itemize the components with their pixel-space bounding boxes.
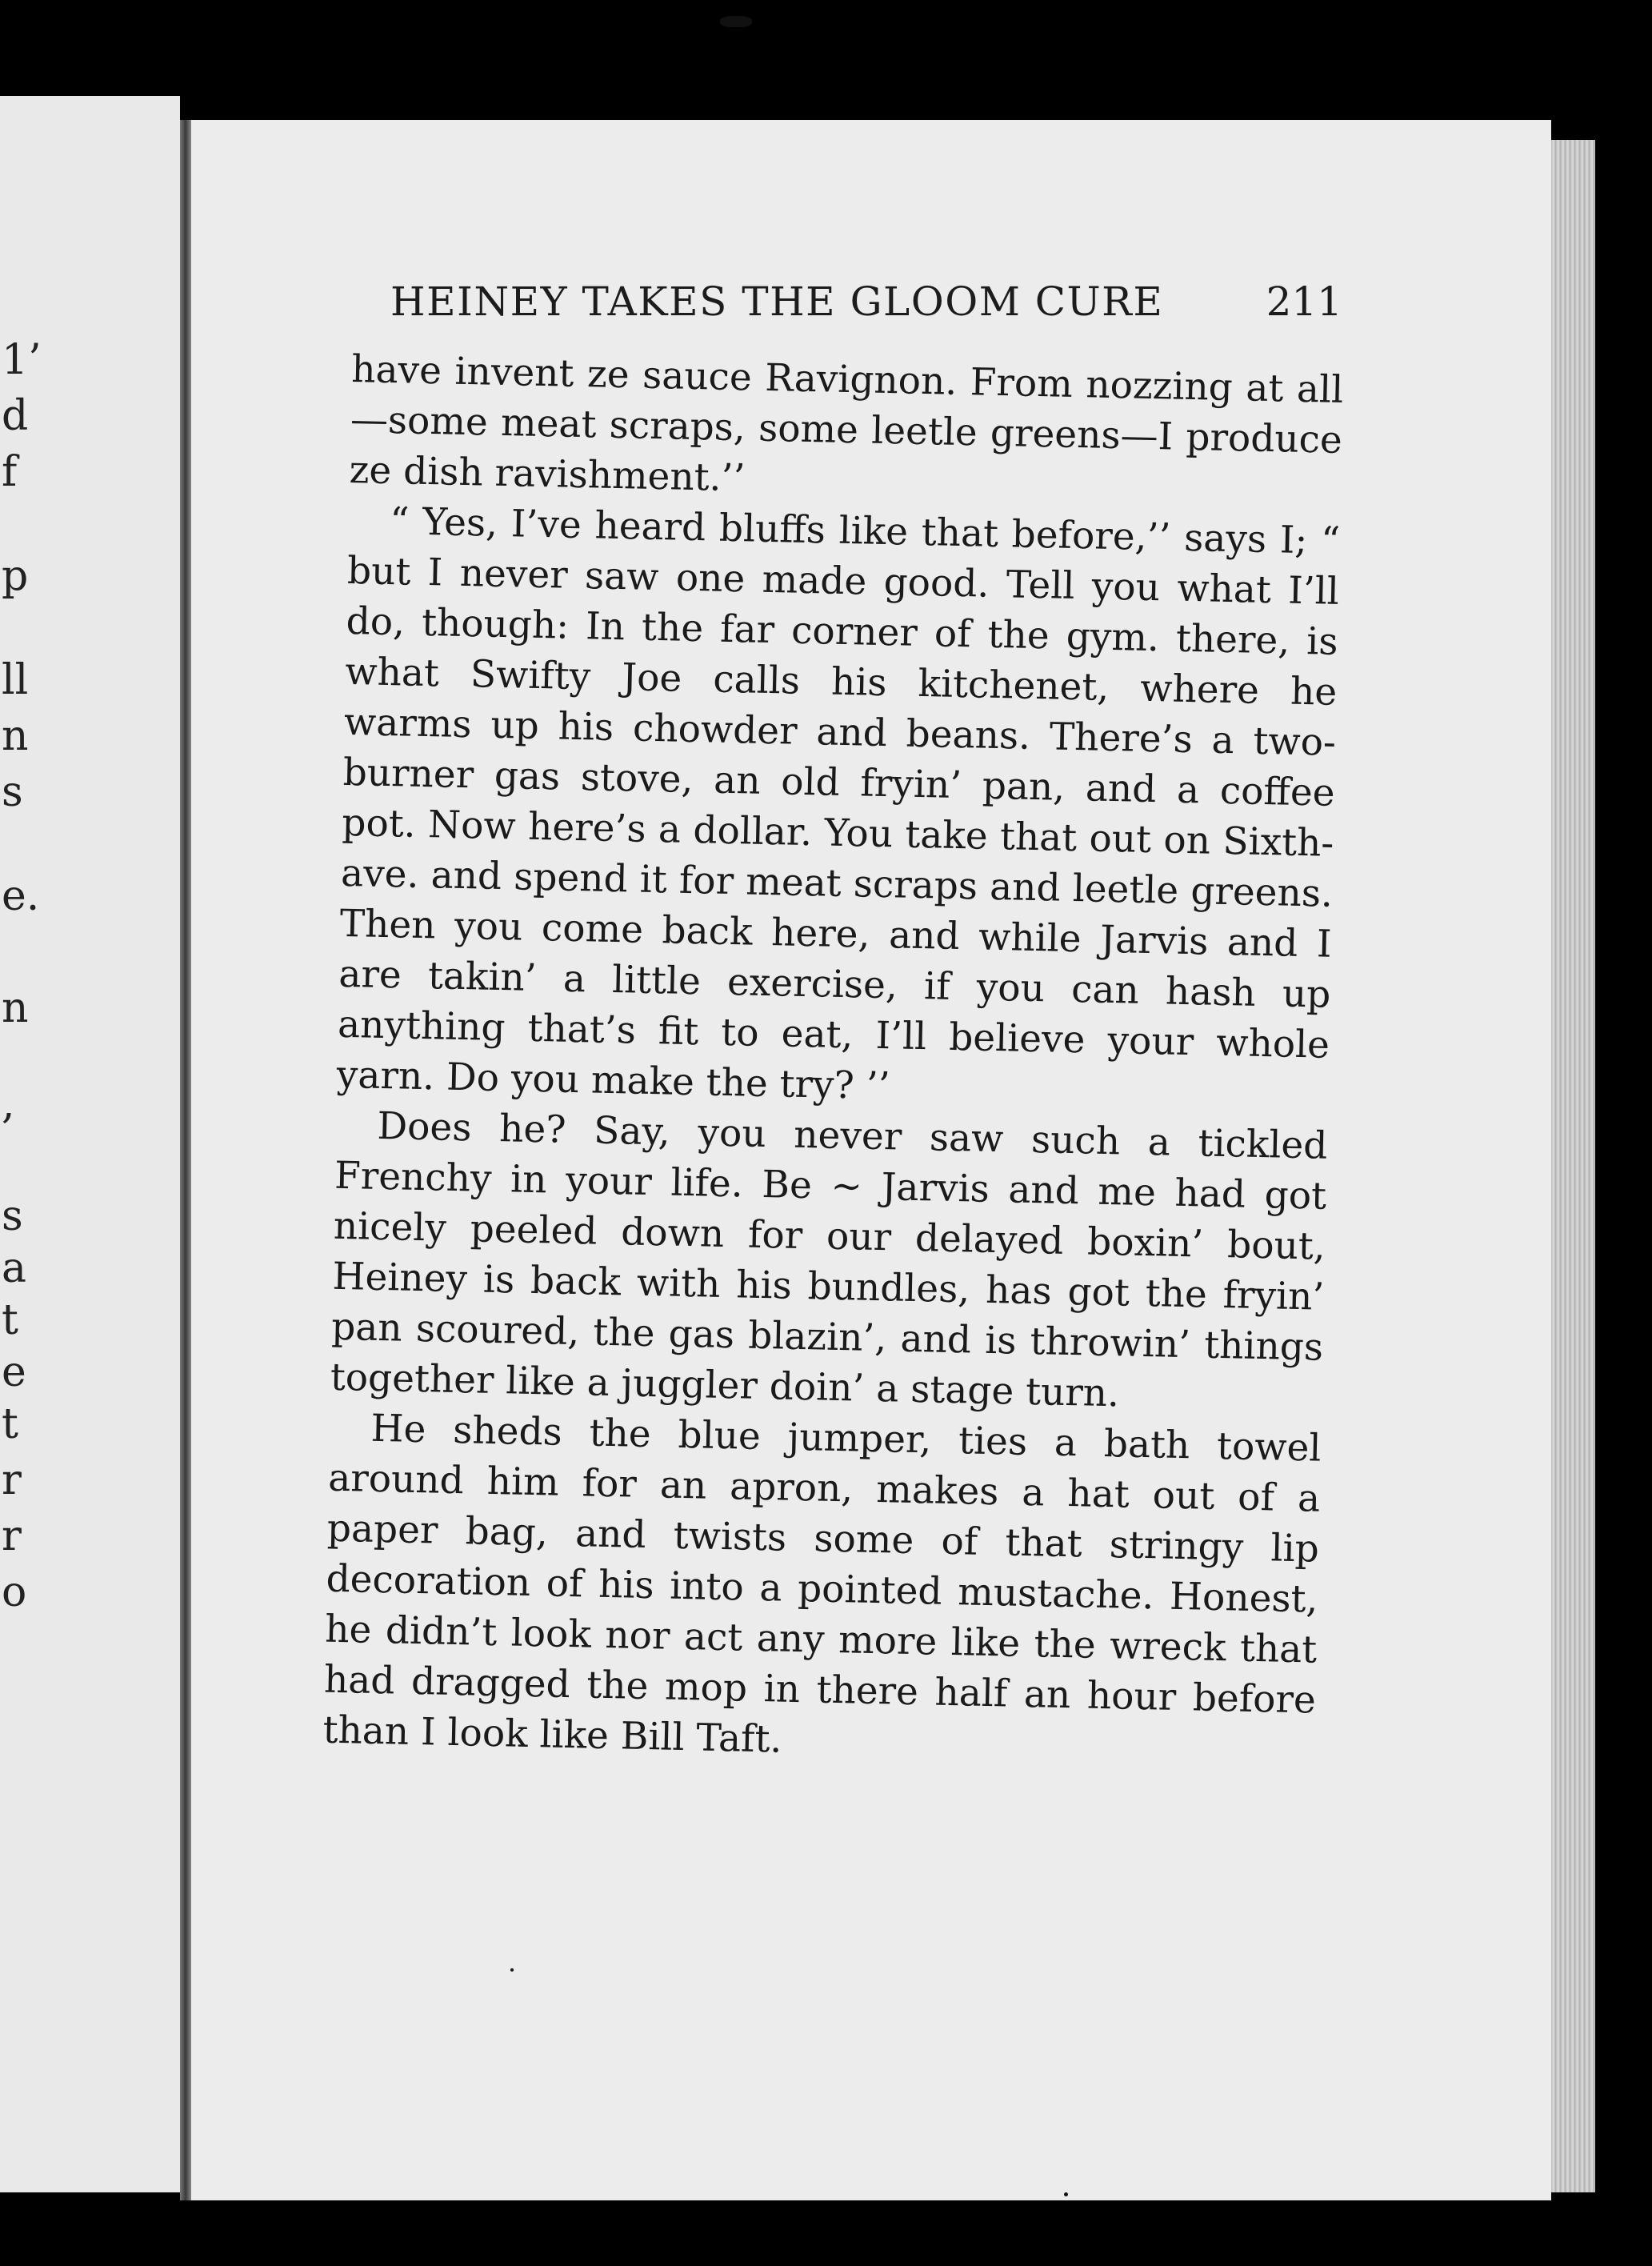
scan-speck [720,16,752,27]
page-stack-edge [1551,140,1595,2192]
line-ending: d [2,392,29,440]
page-body-text [322,344,1344,1776]
line-ending: t [2,1296,18,1344]
running-header [390,272,1342,336]
scan-speck [1064,2192,1068,2196]
line-ending: ll [2,656,29,704]
paragraph: have invent ze sauce Ravignon. From nozzing at all—some meat scraps, some leetle greens—I produce ze dish ravishment.’’ [349,346,1344,501]
line-ending: p [2,552,29,600]
paragraph: He sheds the blue jumper, ties a bath towel around him for an apron, makes a hat out of a paper bag, and twists some of that stringy lip decoration of his into a pointed mustache. Honest, he didn’t look nor act any more like the wreck that had dragged the mop in there half an hour before than I look like Bill Taft. [322,1406,1322,1762]
line-ending: f [2,448,18,496]
line-ending: s [2,768,23,816]
paragraph: “ Yes, I’ve heard bluffs like that before,’’ says I; “ but I never saw one made good. Tell you what I’ll do, though: In the far corner of the gym. there, is what Swifty Joe calls his kitchenet, where he warms up his chowder and beans. There’s a two-burner gas stove, an old fryin’ pan, and a coffee pot. Now here’s a dollar. You take that out on Sixth-ave. and spend it for meat scraps and leetle greens. Then you come back here, and while Jarvis and I are takin’ a little exercise, if you can hash up anything that’s fit to eat, I’ll believe your whole yarn. Do you make the try? ’’ [336,499,1341,1109]
line-ending: n [2,712,29,760]
line-ending: , [2,1080,15,1128]
previous-page-line-endings [0,96,42,2192]
line-ending: r [2,1512,22,1560]
running-title: HEINEY TAKES THE GLOOM CURE [390,278,1164,325]
line-ending: r [2,1456,22,1504]
line-ending: o [2,1568,27,1616]
line-ending: t [2,1400,18,1448]
line-ending: a [2,1244,27,1292]
scan-speck [510,1968,514,1972]
book-gutter [180,120,191,2200]
line-ending: e. [2,872,40,920]
line-ending: e [2,1348,26,1396]
previous-page-edge [0,96,180,2192]
page-number: 211 [1266,278,1342,325]
line-ending: n [2,984,29,1032]
line-ending: s [2,1192,23,1240]
paragraph: Does he? Say, you never saw such a tickled Frenchy in your life. Be ~ Jarvis and me had got nicely peeled down for our delayed boxin’ bout, Heiney is back with his bundles, has got the fryin’ pan scoured, the gas blazin’, and is throwin’ things together like a juggler doin’ a stage turn. [330,1103,1328,1416]
line-ending: 1’ [2,336,42,384]
